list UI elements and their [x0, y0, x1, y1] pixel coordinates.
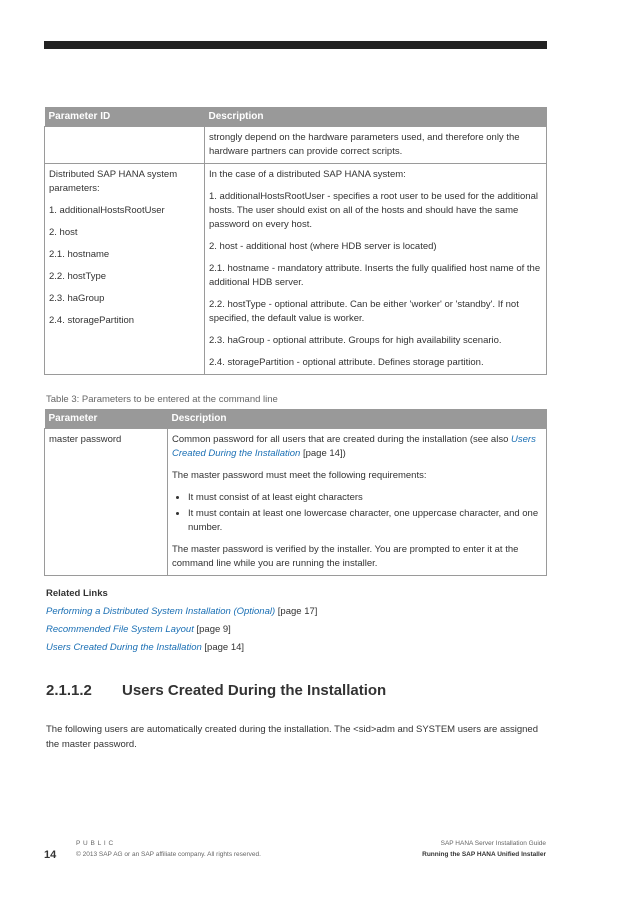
table-row — [45, 164, 547, 375]
section-title: Users Created During the Installation — [122, 682, 387, 699]
parameter-cell: Distributed SAP HANA system parameters: 1. additionalHostsRootUser 2. host 2.1. hostname 2.2. hostType 2.3. haGroup 2.4. storagePartition — [45, 164, 205, 375]
related-links-heading: Related Links — [46, 588, 108, 599]
users-created-link[interactable]: Users Created During the Installation — [172, 434, 536, 459]
related-link-file-system-layout[interactable]: Recommended File System Layout — [46, 624, 194, 635]
footer-chapter: Running the SAP HANA Unified Installer — [422, 851, 546, 858]
section-heading — [46, 682, 386, 699]
description-cell: In the case of a distributed SAP HANA system: 1. additionalHostsRootUser - specifies a root user to be used for the additional hosts. The user should exist on all of the hosts and should have the same password on every host. 2. host - additional host (where HDB server is located) 2.1. hostname - mandatory attribute. Inserts the fully qualified host name of the additional HDB server. 2.2. hostType - optional attribute. Can be either 'worker' or 'standby'. If not specified, the default value is worker. 2.3. haGroup - optional attribute. Groups for high availability scenario. 2.4. storagePartition - optional attribute. Defines storage partition. — [205, 164, 547, 375]
table-row — [45, 429, 547, 576]
list-item: • It must contain at least one lowercase character, one uppercase character, and one number. — [188, 507, 542, 535]
command-line-table — [44, 409, 547, 576]
column-header-parameter-id: Parameter ID — [45, 107, 205, 127]
page-number: 14 — [44, 849, 57, 861]
related-link-users-created[interactable]: Users Created During the Installation — [46, 642, 202, 653]
table-caption: Table 3: Parameters to be entered at the command line — [46, 394, 278, 405]
parameter-cell: master password — [45, 429, 168, 576]
requirements-list — [172, 491, 542, 535]
related-links: Related Links Performing a Distributed System Installation (Optional) [page 17] Recommended File System Layout [page 9] Users Created During the Installation [page 14] — [46, 585, 317, 657]
column-header-description: Description — [205, 107, 547, 127]
description-cell: Common password for all users that are created during the installation (see also Users Created During the Installation [page 14]) The master password must meet the following requirements: • It must consist of at least eight characters • It must contain at least one lowercase character, one uppercase character, and one number. The master password is verified by the installer. You are prompted to enter it at the command line while you are running the installer. — [168, 429, 547, 576]
section-number: 2.1.1.2 — [46, 682, 92, 699]
column-header-parameter: Parameter — [45, 409, 168, 429]
footer-guide-title: SAP HANA Server Installation Guide — [440, 840, 546, 847]
table-row — [45, 127, 547, 164]
top-rule — [44, 41, 547, 49]
related-link-distributed-install[interactable]: Performing a Distributed System Installation (Optional) — [46, 606, 276, 617]
table-cell: strongly depend on the hardware parameters used, and therefore only the hardware partners can provide correct scripts. — [205, 127, 547, 164]
parameters-table — [44, 107, 547, 375]
footer-public: P U B L I C — [76, 840, 114, 847]
column-header-description: Description — [168, 409, 547, 429]
section-paragraph: The following users are automatically created during the installation. The <sid>adm and SYSTEM users are assigned the master password. — [46, 724, 538, 750]
footer-copyright: © 2013 SAP AG or an SAP affiliate company. All rights reserved. — [76, 851, 261, 858]
list-item: • It must consist of at least eight characters — [188, 491, 542, 505]
